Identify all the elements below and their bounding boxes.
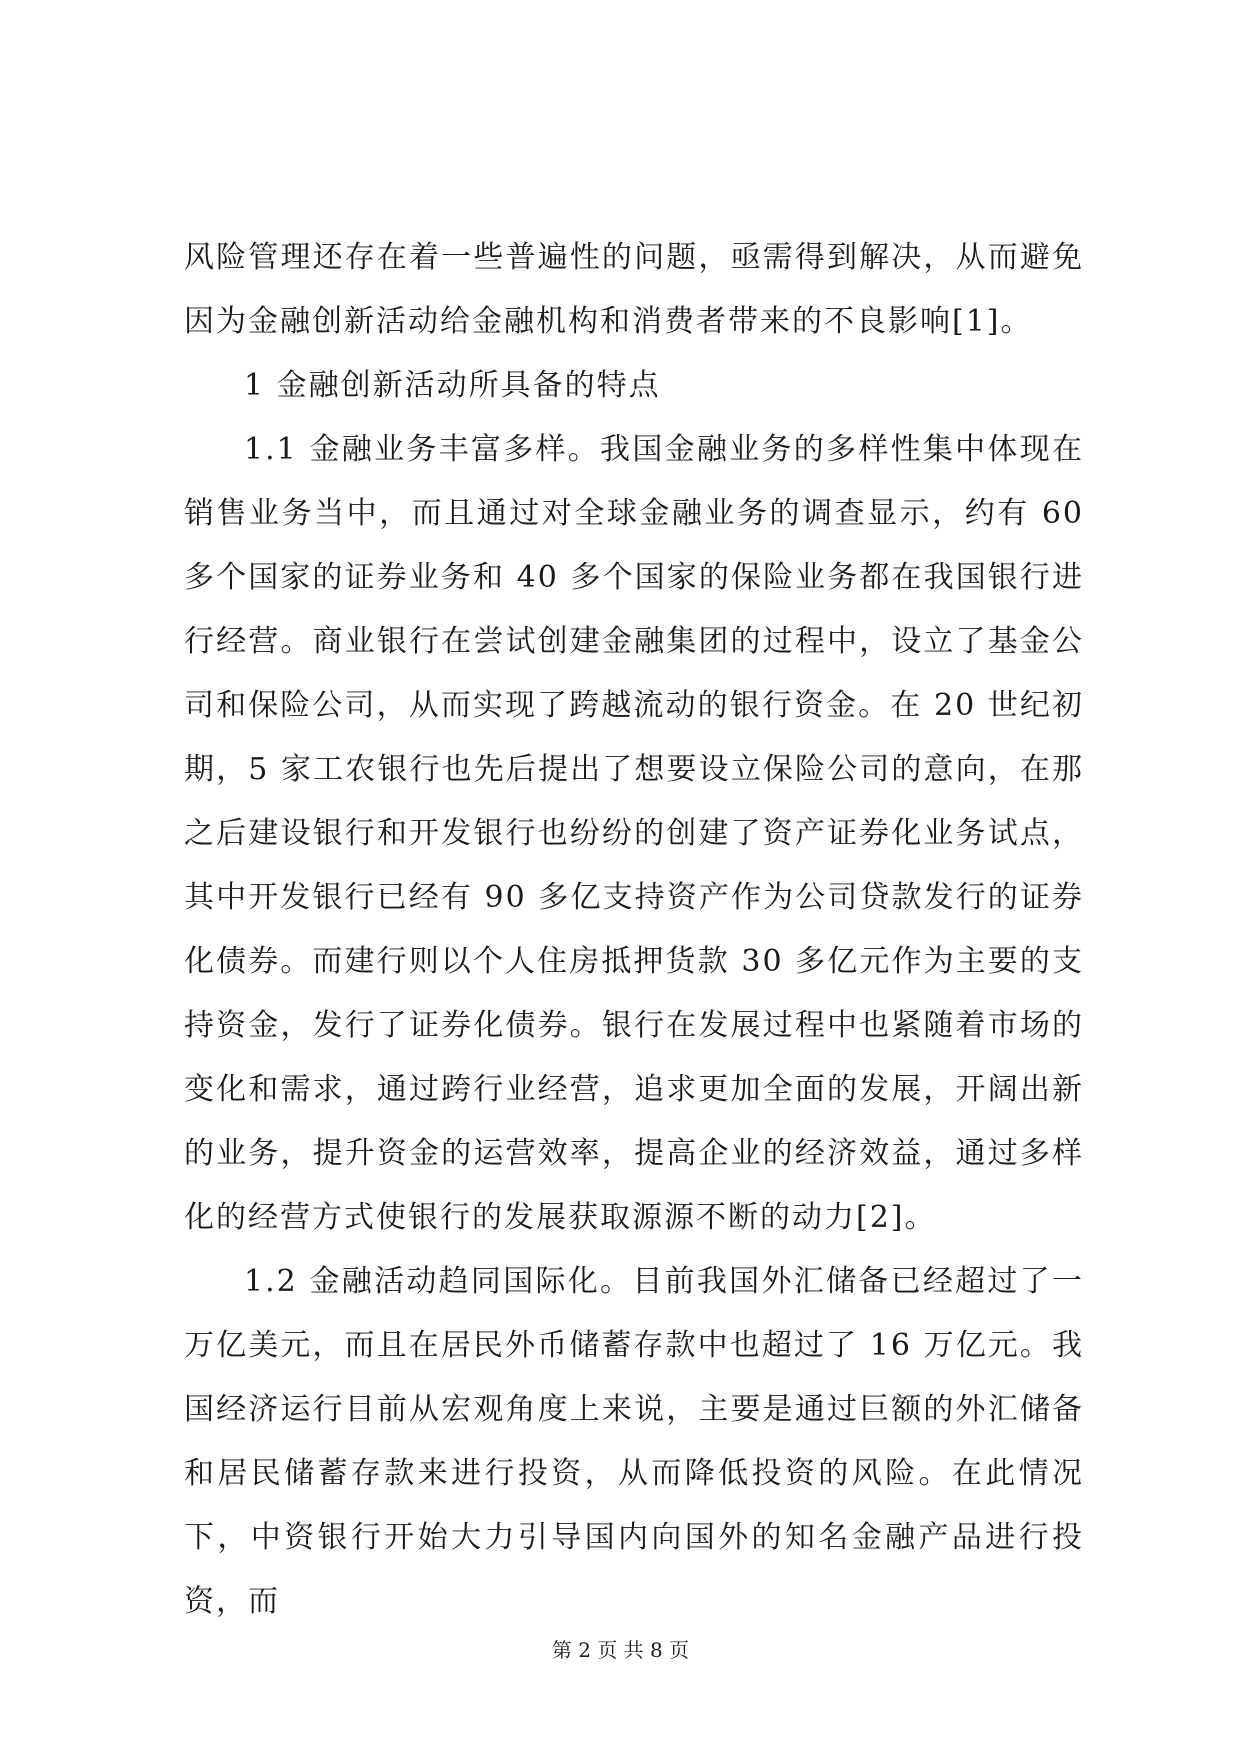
section-heading-1: 1 金融创新活动所具备的特点 [244, 368, 661, 403]
body-text [184, 226, 1084, 1634]
paragraph-intro-continuation: 风险管理还存在着一些普遍性的问题，亟需得到解决，从而避免因为金融创新活动给金融机构和消费者带来的不良影响[1]。 [184, 240, 1084, 339]
paragraph-1-1: 1.1 金融业务丰富多样。我国金融业务的多样性集中体现在销售业务当中，而且通过对全球金融业务的调查显示，约有 60 多个国家的证券业务和 40 多个国家的保险业务都在我国银行进行经营。商业银行在尝试创建金融集团的过程中，设立了基金公司和保险公司，从而实现了跨越流动的银行资金。在 20 世纪初期，5 家工农银行也先后提出了想要设立保险公司的意向，在那之后建设银行和开发银行也纷纷的创建了资产证券化业务试点，其中开发银行已经有 90 多亿支持资产作为公司贷款发行的证券化债券。而建行则以个人住房抵押货款 30 多亿元作为主要的支持资金，发行了证券化债券。银行在发展过程中也紧随着市场的变化和需求，通过跨行业经营，追求更加全面的发展，开阔出新的业务，提升资金的运营效率，提高企业的经济效益，通过多样化的经营方式使银行的发展获取源源不断的动力[2]。 [184, 432, 1084, 1235]
page-number-footer: 第 2 页 共 8 页 [551, 1638, 690, 1662]
paragraph-1-2: 1.2 金融活动趋同国际化。目前我国外汇储备已经超过了一万亿美元，而且在居民外币储蓄存款中也超过了 16 万亿元。我国经济运行目前从宏观角度上来说，主要是通过巨额的外汇储备和居民储蓄存款来进行投资，从而降低投资的风险。在此情况下，中资银行开始大力引导国内向国外的知名金融产品进行投资，而 [184, 1264, 1084, 1619]
